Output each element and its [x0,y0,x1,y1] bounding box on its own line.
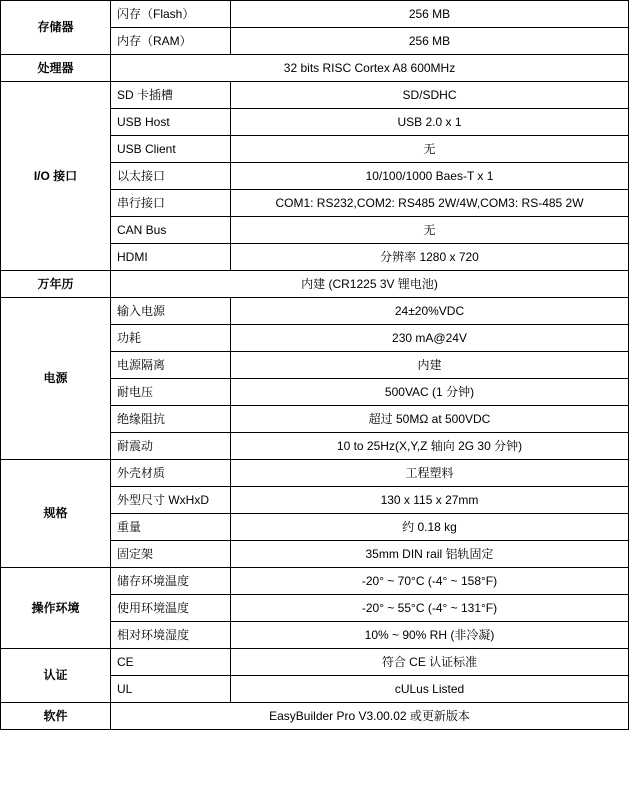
spec-subcategory-cell: 输入电源 [111,298,231,325]
spec-value-cell: COM1: RS232,COM2: RS485 2W/4W,COM3: RS-485 2W [231,190,629,217]
spec-subcategory-cell: CE [111,649,231,676]
spec-category-cell: 规格 [1,460,111,568]
spec-category-cell: 认证 [1,649,111,703]
spec-subcategory-cell: 以太接口 [111,163,231,190]
spec-value-cell: 内建 [231,352,629,379]
spec-subcategory-cell: SD 卡插槽 [111,82,231,109]
spec-value-cell: 10/100/1000 Baes-T x 1 [231,163,629,190]
spec-value-cell: 10% ~ 90% RH (非冷凝) [231,622,629,649]
spec-value-cell: 10 to 25Hz(X,Y,Z 轴向 2G 30 分钟) [231,433,629,460]
spec-value-cell: 32 bits RISC Cortex A8 600MHz [111,55,629,82]
spec-value-cell: 无 [231,136,629,163]
table-row [1,55,629,82]
spec-value-cell: -20° ~ 70°C (-4° ~ 158°F) [231,568,629,595]
spec-value-cell: 超过 50MΩ at 500VDC [231,406,629,433]
spec-value-cell: 130 x 115 x 27mm [231,487,629,514]
spec-value-cell: EasyBuilder Pro V3.00.02 或更新版本 [111,703,629,730]
spec-value-cell: 内建 (CR1225 3V 锂电池) [111,271,629,298]
spec-subcategory-cell: 储存环境温度 [111,568,231,595]
spec-value-cell: SD/SDHC [231,82,629,109]
spec-value-cell: 256 MB [231,1,629,28]
spec-value-cell: 符合 CE 认证标准 [231,649,629,676]
spec-subcategory-cell: 耐电压 [111,379,231,406]
spec-value-cell: 230 mA@24V [231,325,629,352]
spec-value-cell: 24±20%VDC [231,298,629,325]
spec-value-cell: 35mm DIN rail 铝轨固定 [231,541,629,568]
spec-subcategory-cell: 相对环境湿度 [111,622,231,649]
spec-category-cell: 存储器 [1,1,111,55]
spec-subcategory-cell: 电源隔离 [111,352,231,379]
spec-subcategory-cell: 使用环境温度 [111,595,231,622]
spec-subcategory-cell: 外壳材质 [111,460,231,487]
table-row [1,649,629,676]
spec-category-cell: I/O 接口 [1,82,111,271]
spec-value-cell: cULus Listed [231,676,629,703]
spec-subcategory-cell: 重量 [111,514,231,541]
spec-subcategory-cell: 闪存（Flash） [111,1,231,28]
spec-category-cell: 操作环境 [1,568,111,649]
spec-value-cell: 约 0.18 kg [231,514,629,541]
spec-value-cell: 分辨率 1280 x 720 [231,244,629,271]
spec-value-cell: 无 [231,217,629,244]
spec-subcategory-cell: HDMI [111,244,231,271]
spec-value-cell: 256 MB [231,28,629,55]
spec-subcategory-cell: USB Host [111,109,231,136]
spec-category-cell: 电源 [1,298,111,460]
spec-subcategory-cell: 固定架 [111,541,231,568]
spec-category-cell: 处理器 [1,55,111,82]
spec-subcategory-cell: 内存（RAM） [111,28,231,55]
spec-value-cell: -20° ~ 55°C (-4° ~ 131°F) [231,595,629,622]
spec-category-cell: 软件 [1,703,111,730]
spec-subcategory-cell: 绝缘阻抗 [111,406,231,433]
table-row [1,271,629,298]
spec-category-cell: 万年历 [1,271,111,298]
spec-subcategory-cell: 外型尺寸 WxHxD [111,487,231,514]
spec-subcategory-cell: USB Client [111,136,231,163]
spec-value-cell: 工程塑料 [231,460,629,487]
spec-value-cell: USB 2.0 x 1 [231,109,629,136]
spec-value-cell: 500VAC (1 分钟) [231,379,629,406]
table-row [1,703,629,730]
table-row [1,460,629,487]
spec-subcategory-cell: 耐震动 [111,433,231,460]
spec-subcategory-cell: 功耗 [111,325,231,352]
spec-subcategory-cell: CAN Bus [111,217,231,244]
table-row [1,82,629,109]
spec-subcategory-cell: 串行接口 [111,190,231,217]
table-row [1,298,629,325]
table-row [1,1,629,28]
spec-subcategory-cell: UL [111,676,231,703]
specification-table-body [1,1,629,730]
table-row [1,568,629,595]
